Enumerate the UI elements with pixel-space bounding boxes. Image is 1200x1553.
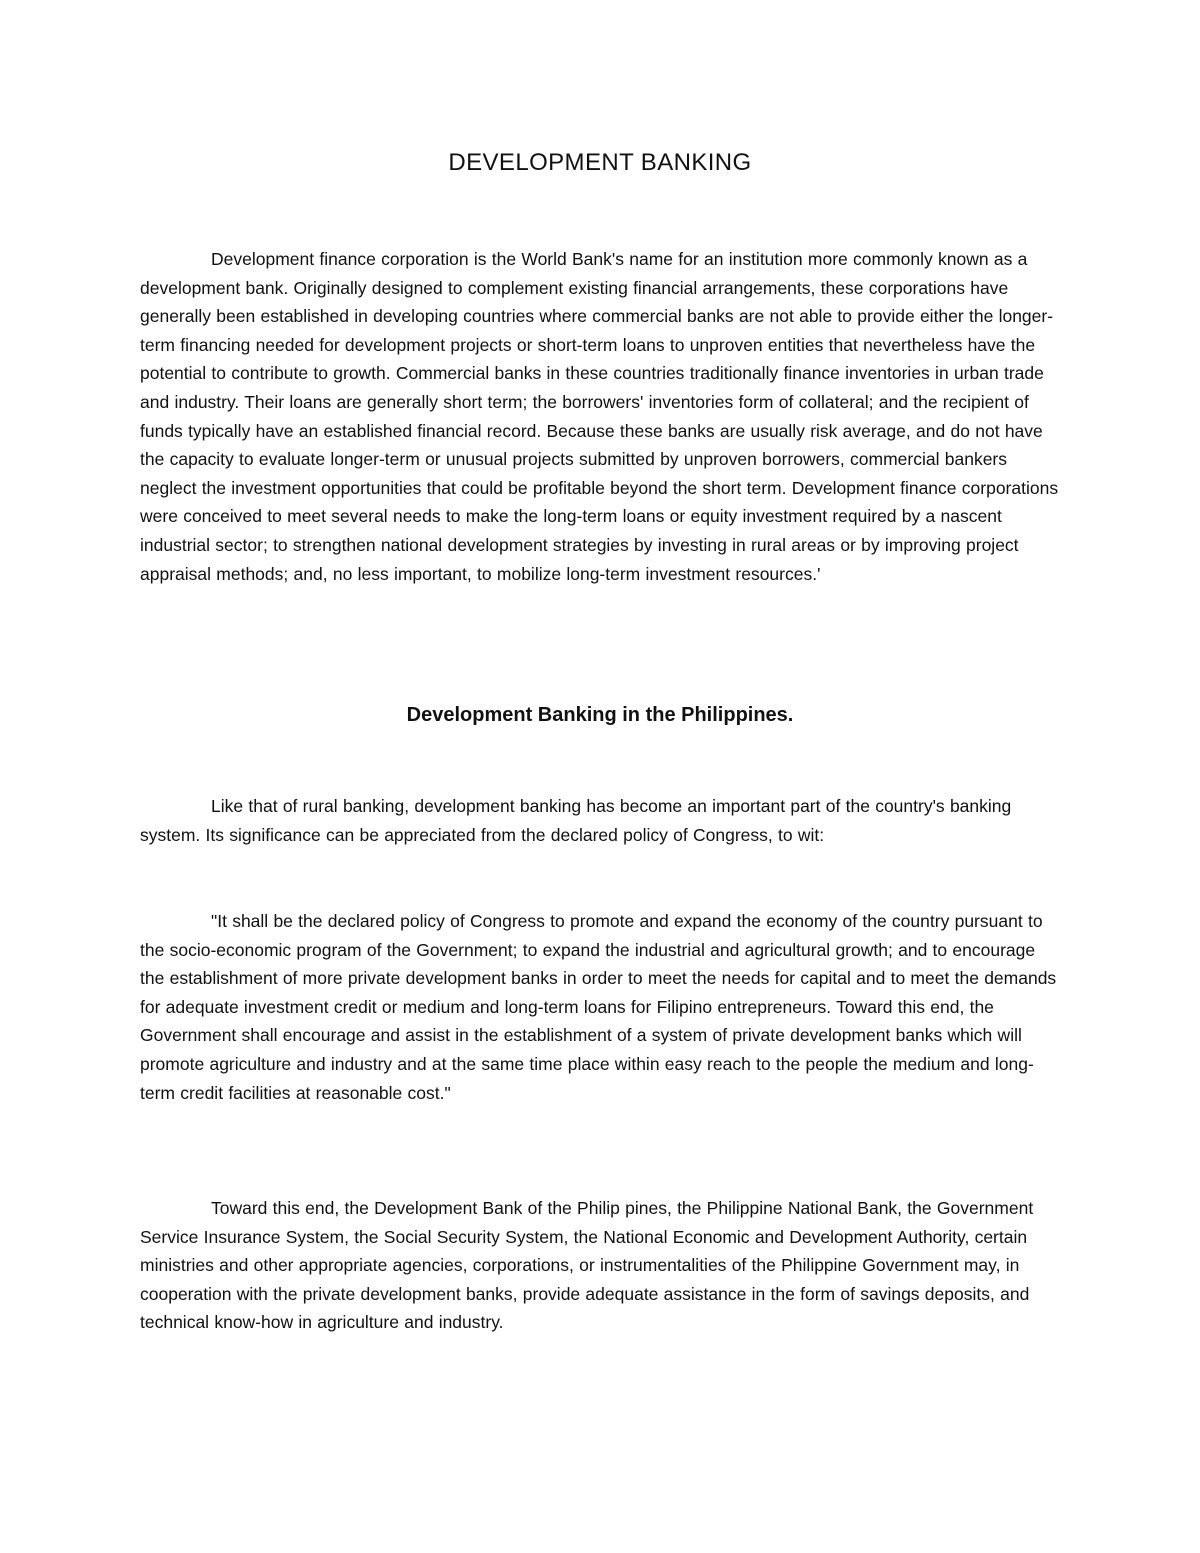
paragraph-policy-quote: "It shall be the declared policy of Congress to promote and expand the economy of the country pursuant to the socio-economic program of the Government; to expand the industrial and agricultural growth; and to encourage the establishment of more private development banks in order to meet the needs for capital and to meet the demands for adequate investment credit or medium and long-term loans for Filipino entrepreneurs. Toward this end, the Government shall encourage and assist in the establishment of a system of private development banks which will promote agriculture and industry and at the same time place within easy reach to the people the medium and long-term credit facilities at reasonable cost." [140,911,1057,1103]
section-heading: Development Banking in the Philippines. [406,704,794,726]
paragraph-rural-banking: Like that of rural banking, development banking has become an important part of the country's banking system. Its significance can be appreciated from the declared policy of Congress, to wit: [140,796,1012,845]
paragraph-government-assistance: Toward this end, the Development Bank of the Philip pines, the Philippine National Bank, the Government Service Insurance System, the Social Security System, the National Economic and Development Authority, certain ministries and other appropriate agencies, corporations, or instrumentalities of the Philippine Government may, in cooperation with the private development banks, provide adequate assistance in the form of savings deposits, and technical know-how in agriculture and industry. [140,1198,1034,1333]
document-title: DEVELOPMENT BANKING [448,149,752,176]
paragraph-development-finance: Development finance corporation is the World Bank's name for an institution more commonly known as a development bank. Originally designed to complement existing financial arrangements, these corporations have generally been established in developing countries where commercial banks are not able to provide either the longer-term financing needed for development projects or short-term loans to unproven entities that nevertheless have the potential to contribute to growth. Commercial banks in these countries traditionally finance inventories in urban trade and industry. Their loans are generally short term; the borrowers' inventories form of collateral; and the recipient of funds typically have an established financial record. Because these banks are usually risk average, and do not have the capacity to evaluate longer-term or unusual projects submitted by unproven borrowers, commercial bankers neglect the investment opportunities that could be profitable beyond the short term. Development finance corporations were conceived to meet several needs to make the long-term loans or equity investment required by a nascent industrial sector; to strengthen national development strategies by investing in rural areas or by improving project appraisal methods; and, no less important, to mobilize long-term investment resources.' [140,249,1059,584]
